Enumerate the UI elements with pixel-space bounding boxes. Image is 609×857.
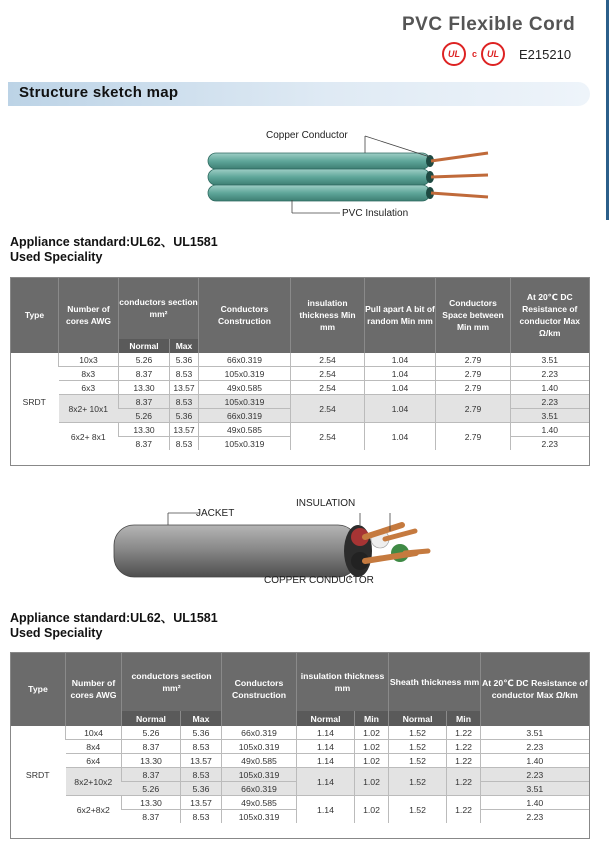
t2-h-sh-normal: Normal [389,711,447,726]
table-row [11,754,589,768]
table1-standard: Appliance standard:UL62、UL1581 [10,235,218,249]
cell: 2.23 [511,395,589,409]
t2-h-type: Type [11,652,66,726]
cell: 1.40 [481,754,589,768]
cell: 105x0.319 [222,810,297,824]
cell: 13.30 [119,423,170,437]
copper-conductor-label-2: COPPER CONDUCTOR [264,575,374,586]
cell: 2.23 [511,437,589,451]
cell: 1.40 [511,381,589,395]
cert-code: E215210 [519,46,572,62]
t2-h-resistance: At 20℃ DC Resistance of conductor Max Ω/km [481,652,589,726]
cell: 105x0.319 [199,367,291,381]
table2-standard: Appliance standard:UL62、UL1581 [10,611,218,625]
t2-h-max: Max [181,711,222,726]
cell: 13.57 [181,796,222,810]
cell: 8.53 [170,437,199,451]
cell: 1.22 [447,740,481,754]
copper-conductor-label: Copper Conductor [266,130,348,141]
cell: 1.14 [297,754,355,768]
cell: 1.14 [297,726,355,740]
cell: 105x0.319 [199,437,291,451]
cell: 3.51 [481,782,589,796]
t1-h-insulation: insulation thickness Min mm [291,277,365,353]
t1-h-construction: Conductors Construction [199,277,291,353]
cell: 2.23 [511,367,589,381]
cell: 8.37 [122,740,181,754]
cell: 1.52 [389,796,447,824]
t2-h-ins-min: Min [355,711,389,726]
cell: 1.14 [297,796,355,824]
cell: 5.36 [170,353,199,367]
t2-h-section: conductors section mm² [122,652,222,711]
cell: 8x2+ 10x1 [59,395,119,423]
cell: 8.37 [119,437,170,451]
cell: 2.23 [481,740,589,754]
cell: 8x2+10x2 [66,768,122,796]
cell: 1.14 [297,740,355,754]
cell: 1.40 [481,796,589,810]
section-title: Structure sketch map [19,84,179,101]
cell: 6x2+ 8x1 [59,423,119,451]
cell: 3.51 [511,409,589,423]
t2-h-construction: Conductors Construction [222,652,297,726]
cell: 13.57 [181,754,222,768]
cell: 2.23 [481,810,589,824]
t1-h-cores: Number of cores AWG [59,277,119,353]
cell: 8.53 [170,367,199,381]
cell: 66x0.319 [199,353,291,367]
t2-type-cell: SRDT [11,726,66,823]
cul-prefix: c [472,49,478,59]
cell: 8.53 [170,395,199,409]
t2-h-insulation: insulation thickness mm [297,652,389,711]
table-row [11,423,589,437]
cell: 1.22 [447,768,481,796]
spec-table-1 [10,277,589,450]
t1-h-space: Conductors Space between Min mm [436,277,511,353]
cul-logo-icon: UL [481,42,505,66]
cell: 2.54 [291,395,365,423]
cell: 10x4 [66,726,122,740]
cell: 1.52 [389,726,447,740]
t2-h-cores: Number of cores AWG [66,652,122,726]
cell: 5.26 [119,409,170,423]
cell: 5.26 [122,726,181,740]
pvc-insulation-label: PVC Insulation [342,208,409,219]
cell: 1.04 [365,381,436,395]
t1-type-cell: SRDT [11,353,59,450]
cell: 1.22 [447,754,481,768]
cell: 8x3 [59,367,119,381]
table1-heading [10,235,218,265]
cell: 8.37 [122,768,181,782]
table-row [11,796,589,810]
cell: 1.40 [511,423,589,437]
table2-speciality: Used Speciality [10,626,103,640]
table-row [11,367,589,381]
cell: 8x4 [66,740,122,754]
cell: 13.30 [122,754,181,768]
t1-h-normal: Normal [119,339,170,353]
cell: 66x0.319 [199,409,291,423]
cell: 1.04 [365,353,436,367]
t2-h-sheath: Sheath thickness mm [389,652,481,711]
cell: 8.37 [122,810,181,824]
cell: 105x0.319 [222,768,297,782]
table-row [11,740,589,754]
t1-h-max: Max [170,339,199,353]
cell: 105x0.319 [199,395,291,409]
table-row [11,768,589,782]
ul-logo-icon: UL [442,42,466,66]
cell: 1.22 [447,796,481,824]
cell: 2.79 [436,423,511,451]
cell: 1.52 [389,754,447,768]
cell: 5.36 [181,782,222,796]
table1-speciality: Used Speciality [10,250,103,264]
jacket-label: JACKET [196,508,235,519]
spec-table-2 [10,652,589,823]
cell: 66x0.319 [222,726,297,740]
cell: 2.54 [291,423,365,451]
cell: 1.52 [389,740,447,754]
cell: 2.54 [291,381,365,395]
cell: 8.37 [119,395,170,409]
table-row [11,381,589,395]
cell: 10x3 [59,353,119,367]
cell: 2.54 [291,353,365,367]
cell: 66x0.319 [222,782,297,796]
cell: 6x4 [66,754,122,768]
cell: 2.79 [436,381,511,395]
t1-h-type: Type [11,277,59,353]
cell: 8.53 [181,740,222,754]
cell: 5.36 [170,409,199,423]
cell: 13.30 [119,381,170,395]
cell: 1.02 [355,754,389,768]
cell: 1.04 [365,395,436,423]
cell: 1.02 [355,726,389,740]
cell: 3.51 [511,353,589,367]
cell: 49x0.585 [222,754,297,768]
cell: 2.79 [436,367,511,381]
cell: 1.14 [297,768,355,796]
cell: 1.02 [355,740,389,754]
cell: 1.02 [355,796,389,824]
table-row [11,353,589,367]
t1-h-resistance: At 20℃ DC Resistance of conductor Max Ω/km [511,277,589,353]
cell: 49x0.585 [199,381,291,395]
t2-h-normal: Normal [122,711,181,726]
t2-h-ins-normal: Normal [297,711,355,726]
cell: 3.51 [481,726,589,740]
cell: 2.79 [436,353,511,367]
cell: 1.22 [447,726,481,740]
cell: 5.36 [181,726,222,740]
table-row [11,395,589,409]
table2-heading [10,611,218,641]
t2-h-sh-min: Min [447,711,481,726]
cell: 105x0.319 [222,740,297,754]
cell: 1.52 [389,768,447,796]
cell: 1.02 [355,768,389,796]
page-title: PVC Flexible Cord [402,14,576,35]
insulation-label: INSULATION [296,498,356,509]
cell: 13.57 [170,423,199,437]
cell: 2.23 [481,768,589,782]
t1-h-section: conductors section mm² [119,277,199,339]
cell: 6x2+8x2 [66,796,122,824]
cell: 49x0.585 [199,423,291,437]
cell: 5.26 [122,782,181,796]
t1-h-pull: Pull apart A bit of random Min mm [365,277,436,353]
cell: 13.30 [122,796,181,810]
cell: 1.04 [365,423,436,451]
cell: 6x3 [59,381,119,395]
cell: 8.53 [181,810,222,824]
cell: 2.54 [291,367,365,381]
cell: 8.37 [119,367,170,381]
table-row [11,726,589,740]
cell: 1.04 [365,367,436,381]
cell: 8.53 [181,768,222,782]
cell: 5.26 [119,353,170,367]
cell: 2.79 [436,395,511,423]
cell: 49x0.585 [222,796,297,810]
certification-marks [442,42,571,66]
cell: 13.57 [170,381,199,395]
